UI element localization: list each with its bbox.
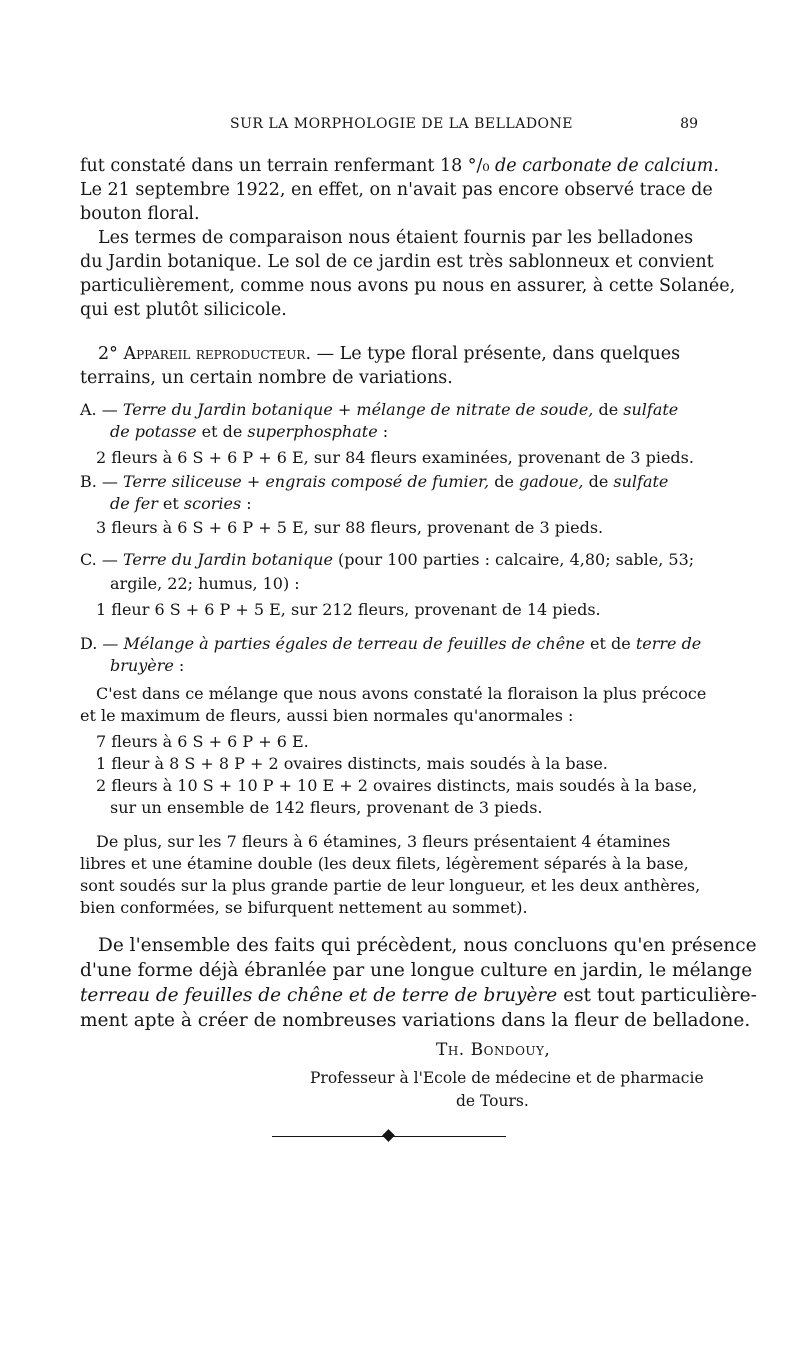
item-c-italic: Terre du Jardin botanique [122, 550, 333, 569]
item-a-text: : [377, 422, 389, 441]
item-a-label: A. — [80, 400, 123, 419]
item-a-text: et de [196, 422, 248, 441]
author-name: Th. Bondouy, [436, 1040, 551, 1060]
conclusion-line-3 [80, 984, 757, 1008]
item-a-line-1 [80, 398, 678, 422]
item-d-text: : [173, 656, 185, 675]
page-number: 89 [680, 116, 698, 132]
item-a-line-2 [110, 420, 388, 444]
item-d-result-3: 2 fleurs à 10 S + 10 P + 10 E + 2 ovaires distincts, mais soudés à la base, [96, 776, 698, 795]
item-a-italic: de potasse [110, 422, 197, 441]
conclusion-italic: terreau de feuilles de chêne et de terre de bruyère [80, 985, 558, 1006]
section-line-2: terrains, un certain nombre de variations. [80, 368, 453, 388]
comparison-line-4: qui est plutôt silicicole. [80, 300, 287, 320]
item-b-line-1 [80, 470, 668, 494]
item-d-result-1: 7 fleurs à 6 S + 6 P + 6 E. [96, 732, 309, 751]
item-b-italic: de fer [110, 494, 158, 513]
item-b-label: B. — [80, 472, 124, 491]
item-d-line-2 [110, 654, 184, 678]
comparison-line-1: Les termes de comparaison nous étaient fournis par les belladones [98, 228, 694, 248]
item-d-result-2: 1 fleur à 8 S + 8 P + 2 ovaires distincts, mais soudés à la base. [96, 754, 608, 773]
item-b-italic: sulfate [613, 472, 669, 491]
item-b-line-2 [110, 492, 252, 516]
item-d-result-4: sur un ensemble de 142 fleurs, provenant de 3 pieds. [110, 798, 543, 817]
intro-line-2: Le 21 septembre 1922, en effet, on n'avait pas encore observé trace de [80, 180, 713, 200]
item-d-label: D. — [80, 634, 124, 653]
item-d-paragraph-2: et le maximum de fleurs, aussi bien normales qu'anormales : [80, 706, 574, 725]
item-b-text: et [157, 494, 184, 513]
item-b-italic: gadoue, [519, 472, 584, 491]
item-a-italic: Terre du Jardin botanique + mélange de nitrate de soude, [122, 400, 594, 419]
section-heading-text: — Le type floral présente, dans quelques [311, 344, 681, 364]
item-c-line-1 [80, 548, 694, 572]
running-header [80, 116, 698, 138]
section-heading-title: Appareil reproducteur. [123, 344, 312, 364]
item-d-text: et de [584, 634, 636, 653]
item-b-text: : [241, 494, 252, 513]
item-b-italic: Terre siliceuse + engrais composé de fumier, [123, 472, 490, 491]
page-header-title: SUR LA MORPHOLOGIE DE LA BELLADONE [230, 116, 573, 132]
item-c-text: (pour 100 parties : calcaire, 4,80; sable, 53; [332, 550, 695, 569]
section-heading [98, 342, 680, 366]
item-a-italic: superphosphate [247, 422, 378, 441]
item-b-text: de [489, 472, 519, 491]
conclusion-line-1: De l'ensemble des faits qui précèdent, nous concluons qu'en présence [98, 935, 757, 956]
item-a-italic: sulfate [623, 400, 679, 419]
intro-text: fut constaté dans un terrain renfermant 18 °/₀ [80, 156, 496, 176]
section-number: 2° [98, 344, 124, 364]
stamens-line-2: libres et une étamine double (les deux filets, légèrement séparés à la base, [80, 854, 689, 873]
item-a-text: de [593, 400, 624, 419]
item-d-italic: bruyère [110, 656, 174, 675]
author-location: de Tours. [456, 1092, 529, 1110]
conclusion-line-4: ment apte à créer de nombreuses variations dans la fleur de belladone. [80, 1010, 751, 1031]
conclusion-text: est tout particulière- [557, 985, 757, 1006]
item-d-line-1 [80, 632, 701, 656]
intro-line-3: bouton floral. [80, 204, 200, 224]
stamens-line-4: bien conformées, se bifurquent nettement au sommet). [80, 898, 528, 917]
comparison-line-3: particulièrement, comme nous avons pu nous en assurer, à cette Solanée, [80, 276, 736, 296]
item-d-italic: terre de [635, 634, 702, 653]
item-b-text: de [583, 472, 614, 491]
rule-diamond-icon [382, 1129, 395, 1142]
item-c-label: C. — [80, 550, 123, 569]
item-c-result: 1 fleur 6 S + 6 P + 5 E, sur 212 fleurs, provenant de 14 pieds. [96, 600, 601, 619]
comparison-line-2: du Jardin botanique. Le sol de ce jardin est très sablonneux et convient [80, 252, 714, 272]
item-b-result: 3 fleurs à 6 S + 6 P + 5 E, sur 88 fleurs, provenant de 3 pieds. [96, 518, 604, 537]
item-b-italic: scories [183, 494, 242, 513]
intro-italic-text: de carbonate de calcium. [495, 156, 719, 176]
stamens-line-1: De plus, sur les 7 fleurs à 6 étamines, 3 fleurs présentaient 4 étamines [96, 832, 671, 851]
stamens-line-3: sont soudés sur la plus grande partie de leur longueur, et les deux anthères, [80, 876, 701, 895]
item-d-paragraph-1: C'est dans ce mélange que nous avons constaté la floraison la plus précoce [96, 684, 707, 703]
item-c-line-2: argile, 22; humus, 10) : [110, 574, 300, 593]
item-d-italic: Mélange à parties égales de terreau de feuilles de chêne [123, 634, 585, 653]
conclusion-line-2: d'une forme déjà ébranlée par une longue culture en jardin, le mélange [80, 960, 753, 981]
author-title: Professeur à l'Ecole de médecine et de pharmacie [310, 1069, 704, 1087]
intro-line-1 [80, 154, 719, 178]
item-a-result: 2 fleurs à 6 S + 6 P + 6 E, sur 84 fleurs examinées, provenant de 3 pieds. [96, 448, 694, 467]
